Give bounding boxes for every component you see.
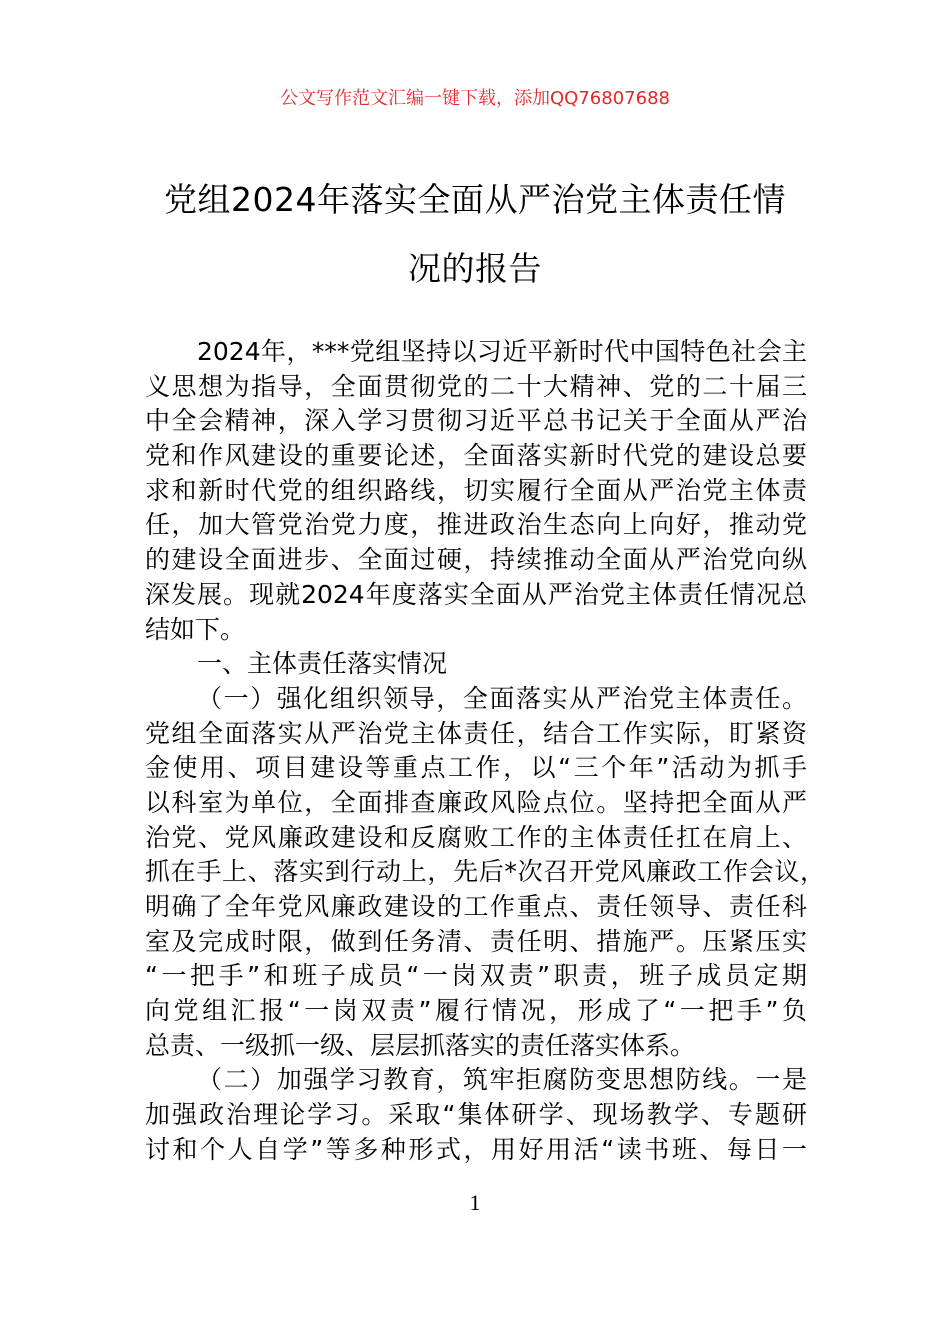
- body-text-line: （一）强化组织领导，全面落实从严治党主体责任。: [197, 683, 807, 713]
- body-text-line: 义思想为指导，全面贯彻党的二十大精神、党的二十届三: [145, 371, 807, 401]
- document-title-line-2: 况的报告: [408, 249, 542, 288]
- body-text-line: 深发展。现就2024年度落实全面从严治党主体责任情况总: [145, 579, 807, 609]
- body-text-line: 结如下。: [145, 614, 246, 644]
- watermark-header: 公文写作范文汇编一键下载，添加QQ76807688: [280, 88, 670, 109]
- body-text-line: 总责、一级抓一级、层层抓落实的责任落实体系。: [145, 1030, 696, 1060]
- document-title-line-1: 党组2024年落实全面从严治党主体责任情: [164, 180, 786, 219]
- body-text-line: 一、主体责任落实情况: [197, 649, 448, 679]
- body-text-line: 以科室为单位，全面排查廉政风险点位。坚持把全面从严: [145, 787, 807, 817]
- document-body: [145, 335, 825, 1168]
- body-text-line: （二）加强学习教育，筑牢拒腐防变思想防线。一是: [197, 1065, 807, 1095]
- body-text-line: 中全会精神，深入学习贯彻习近平总书记关于全面从严治: [145, 406, 807, 436]
- body-text-line: 向党组汇报“一岗双责”履行情况，形成了“一把手”负: [145, 996, 807, 1026]
- body-text-line: 求和新时代党的组织路线，切实履行全面从严治党主体责: [145, 475, 807, 505]
- body-text-line: 抓在手上、落实到行动上，先后*次召开党风廉政工作会议，: [145, 857, 825, 887]
- body-text-line: 党和作风建设的重要论述，全面落实新时代党的建设总要: [145, 441, 807, 471]
- body-text-line: 党组全面落实从严治党主体责任，结合工作实际，盯紧资: [145, 718, 807, 748]
- body-text-line: 室及完成时限，做到任务清、责任明、措施严。压紧压实: [145, 926, 807, 956]
- body-text-line: 治党、党风廉政建设和反腐败工作的主体责任扛在肩上、: [145, 822, 807, 852]
- body-text-line: 金使用、项目建设等重点工作，以“三个年”活动为抓手: [145, 753, 807, 783]
- body-text-line: 讨和个人自学”等多种形式，用好用活“读书班、每日一: [145, 1134, 807, 1164]
- page-number: 1: [469, 1190, 481, 1215]
- body-text-line: 2024年，***党组坚持以习近平新时代中国特色社会主: [197, 337, 807, 366]
- body-text-line: 任，加大管党治党力度，推进政治生态向上向好，推动党: [145, 510, 807, 540]
- body-text-line: 的建设全面进步、全面过硬，持续推动全面从严治党向纵: [145, 545, 807, 575]
- body-text-line: 加强政治理论学习。采取“集体研学、现场教学、专题研: [145, 1100, 807, 1130]
- body-text-line: 明确了全年党风廉政建设的工作重点、责任领导、责任科: [145, 892, 807, 921]
- body-text-line: “一把手”和班子成员“一岗双责”职责，班子成员定期: [145, 961, 807, 991]
